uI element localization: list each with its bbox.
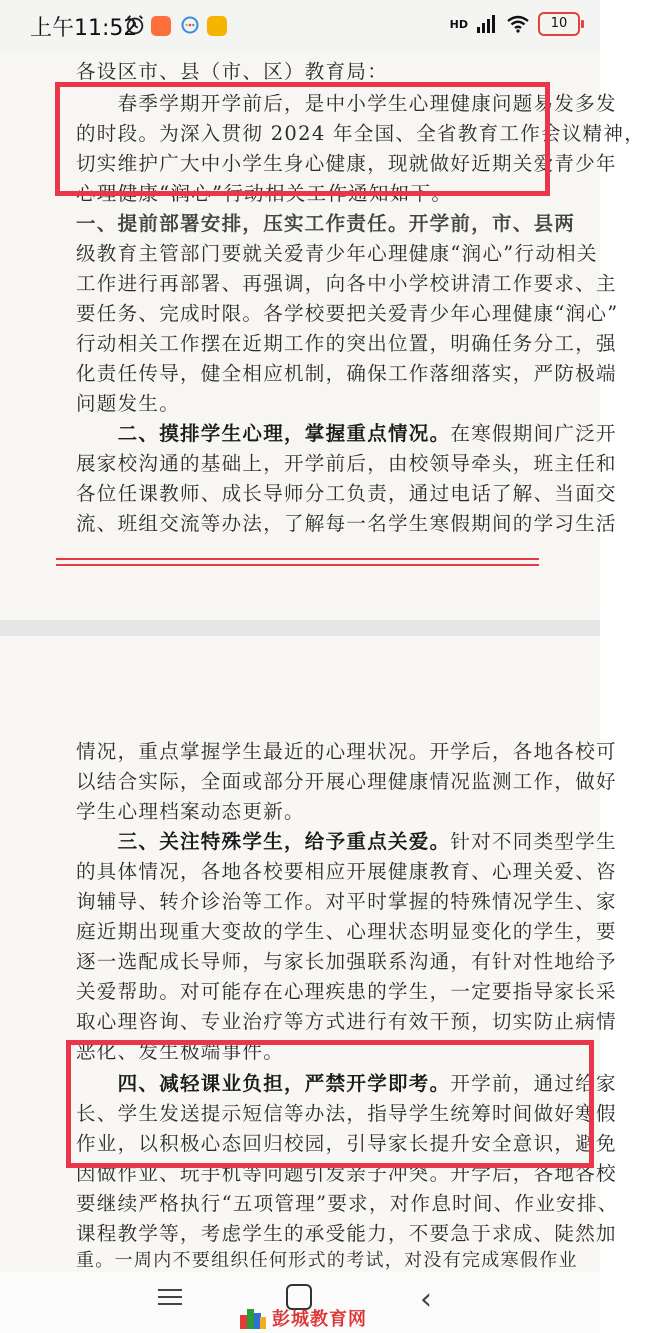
doc-line: 庭近期出现重大变故的学生、心理状态明显变化的学生，要	[76, 920, 617, 943]
chat-app-icon	[180, 14, 200, 36]
highlight-box-intro	[55, 82, 645, 196]
doc-line: 行动相关工作摆在近期工作的突出位置，明确任务分工，强	[76, 332, 617, 355]
doc-line: 逐一选配成长导师，与家长加强联系沟通，有针对性地给予	[76, 950, 617, 973]
status-right	[450, 12, 580, 36]
doc-line: 各位任课教师、成长导师分工负责，通过电话了解、当面交	[76, 482, 617, 505]
network-label: HD	[449, 17, 468, 31]
menu-icon[interactable]	[158, 1284, 182, 1310]
red-divider	[56, 558, 539, 560]
back-icon[interactable]: ‹	[420, 1282, 432, 1317]
doc-line: 恶化、发生极端事件。	[76, 1040, 285, 1063]
section-heading-2: 二、摸排学生心理，掌握重点情况。	[76, 422, 451, 445]
signal-icon	[476, 15, 498, 33]
section-heading-4: 四、减轻课业负担，严禁开学即考。	[76, 1072, 451, 1095]
doc-line: 因做作业、玩手机等问题引发亲子冲突。开学后，各地各校	[76, 1162, 617, 1185]
doc-line: 以结合实际，全面或部分开展心理健康情况监测工作，做好	[76, 770, 617, 793]
doc-line: 重。一周内不要组织任何形式的考试，对没有完成寒假作业	[76, 1250, 578, 1271]
status-time: 上午11:52	[30, 16, 138, 41]
doc-line: 切实维护广大中小学生身心健康，现就做好近期关爱青少年	[76, 152, 617, 175]
doc-line: 询辅导、转介诊治等工作。对平时掌握的特殊情况学生、家	[76, 890, 617, 913]
doc-line: 展家校沟通的基础上，开学前后，由校领导牵头，班主任和	[76, 452, 617, 475]
section-heading-1: 一、提前部署安排，压实工作责任。开学前，市、县两	[76, 212, 576, 235]
doc-line: 化责任传导，健全相应机制，确保工作落细落实，严防极端	[76, 362, 617, 385]
doc-text: 开学前，通过给家	[450, 1072, 617, 1095]
doc-line: 问题发生。	[76, 392, 181, 415]
doc-line: 要任务、完成时限。各学校要把关爱青少年心理健康“润心”	[76, 302, 619, 325]
doc-line: 各设区市、县（市、区）教育局：	[76, 60, 389, 83]
books-icon	[240, 1307, 266, 1329]
doc-line: 春季学期开学前后，是中小学生心理健康问题易发多发	[76, 92, 617, 115]
doc-line: 取心理咨询、专业治疗等方式进行有效干预，切实防止病情	[76, 1010, 617, 1033]
wifi-icon	[506, 15, 530, 33]
watermark-logo	[240, 1305, 367, 1331]
section-heading-3: 三、关注特殊学生，给予重点关爱。	[76, 830, 451, 853]
watermark-text: 彭城教育网	[272, 1309, 367, 1330]
doc-text: 针对不同类型学生	[450, 830, 617, 853]
doc-line: 学生心理档案动态更新。	[76, 800, 305, 823]
doc-text: 在寒假期间广泛开	[450, 422, 617, 445]
doc-line: 关爱帮助。对可能存在心理疾患的学生，一定要指导家长采	[76, 980, 617, 1003]
doc-line: 长、学生发送提示短信等办法，指导学生统筹时间做好寒假	[76, 1102, 617, 1125]
notes-app-icon	[207, 16, 227, 36]
doc-line: 要继续严格执行“五项管理”要求，对作息时间、作业安排、	[76, 1192, 619, 1215]
battery-icon	[538, 12, 580, 36]
doc-line: 流、班组交流等办法，了解每一名学生寒假期间的学习生活	[76, 512, 617, 535]
doc-line: 的具体情况，各地各校要相应开展健康教育、心理关爱、咨	[76, 860, 617, 883]
page-separator	[0, 620, 600, 636]
doc-line: 的时段。为深入贯彻 2024 年全国、全省教育工作会议精神，	[76, 122, 645, 145]
red-divider	[56, 564, 539, 566]
battery-level: 10	[550, 16, 568, 31]
status-bar	[0, 0, 600, 52]
doc-line: 课程教学等，考虑学生的承受能力，不要急于求成、陡然加	[76, 1222, 617, 1245]
doc-line: 作业，以积极心态回归校园，引导家长提升安全意识，避免	[76, 1132, 617, 1155]
alarm-icon	[123, 14, 147, 36]
highlight-box-section-4	[66, 1040, 617, 1168]
section-2-first-line	[76, 418, 617, 446]
shopping-app-icon	[151, 16, 171, 36]
section-3-first-line	[76, 826, 617, 854]
doc-line: 心理健康“润心”行动相关工作通知如下。	[76, 182, 453, 205]
doc-line: 级教育主管部门要就关爱青少年心理健康“润心”行动相关	[76, 242, 598, 265]
doc-line: 工作进行再部署、再强调，向各中小学校讲清工作要求、主	[76, 272, 617, 295]
doc-line: 情况，重点掌握学生最近的心理状况。开学后，各地各校可	[76, 740, 617, 763]
